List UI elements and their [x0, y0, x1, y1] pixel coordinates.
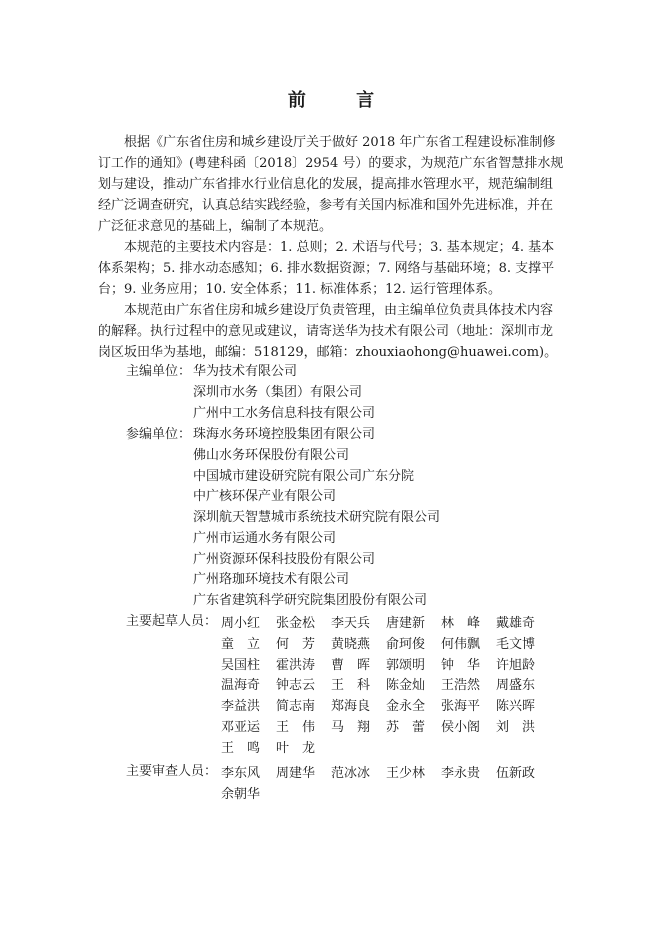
drafters-list: [221, 612, 551, 758]
participating-unit: 广州资源环保科技股份有限公司: [193, 552, 376, 567]
drafter-name: 俞珂俊: [386, 636, 426, 652]
participating-unit: 广州市运通水务有限公司: [193, 531, 337, 546]
drafter-name: 邓亚运: [221, 719, 261, 735]
participating-unit: 珠海水务环境控股集团有限公司: [193, 427, 376, 442]
drafter-name: 周盛东: [496, 678, 536, 694]
drafter-name: 郭颂明: [386, 657, 426, 673]
participating-unit: 深圳航天智慧城市系统技术研究院有限公司: [193, 510, 441, 525]
drafter-name: 许旭龄: [496, 657, 536, 673]
drafter-name: 周小红: [221, 616, 261, 631]
reviewer-name: 李永贵: [441, 766, 481, 781]
drafter-name: 侯小阁: [441, 719, 481, 735]
drafter-name: 简志南: [276, 699, 316, 715]
drafter-name: 何 芳: [276, 636, 316, 652]
drafter-name: 王 伟: [276, 719, 316, 735]
drafter-name: 张海平: [441, 699, 481, 715]
drafter-name: 王浩然: [441, 678, 481, 694]
reviewers-label: 主要审查人员：: [126, 764, 218, 779]
reviewer-name: 周建华: [276, 766, 316, 781]
drafter-name: 王 科: [331, 678, 371, 694]
drafter-name: 郑海良: [331, 699, 371, 715]
participating-unit: 广东省建筑科学研究院集团股份有限公司: [193, 593, 428, 608]
drafter-name: 马 翔: [331, 719, 371, 735]
drafter-name: 林 峰: [441, 616, 481, 631]
paragraph-contents: 本规范的主要技术内容是：1. 总则；2. 术语与代号；3. 基本规定；4. 基本体系架构；5. 排水动态感知；6. 排水数据资源；7. 网络与基础环境；8. 支撑平台；9. 业务应用；10. 安全体系；11. 标准体系；12. 运行管理体系。: [98, 240, 555, 297]
reviewer-name: 余朝华: [221, 786, 261, 802]
drafter-name: 陈兴晖: [496, 699, 536, 715]
participating-unit: 广州珞珈环境技术有限公司: [193, 572, 350, 587]
reviewer-name: 李东风: [221, 766, 261, 781]
participating-unit: 佛山水务环保股份有限公司: [193, 448, 350, 463]
drafter-name: 叶 龙: [276, 740, 316, 756]
drafter-name: 何伟飘: [441, 636, 481, 652]
participating-unit: 中国城市建设研究院有限公司广东分院: [193, 469, 415, 484]
drafter-name: 钟 华: [441, 657, 481, 673]
drafter-name: 戴雄奇: [496, 616, 536, 631]
drafters-label: 主要起草人员：: [126, 614, 218, 629]
reviewer-name: 王少林: [386, 766, 426, 781]
drafter-name: 李天兵: [331, 616, 371, 631]
drafter-name: 钟志云: [276, 678, 316, 694]
drafter-name: 童 立: [221, 636, 261, 652]
paragraph-management: 本规范由广东省住房和城乡建设厅负责管理，由主编单位负责具体技术内容的解释。执行过程中的意见或建议，请寄送华为技术有限公司（地址：深圳市龙岗区坂田华为基地，邮编：518129，邮箱：zhouxiaohong@huawei.com)。: [98, 303, 558, 360]
drafter-name: 金永全: [386, 699, 426, 715]
drafter-name: 温海奇: [221, 678, 261, 694]
paragraph-background: 根据《广东省住房和城乡建设厅关于做好 2018 年广东省工程建设标准制修订工作的通知》(粤建科函〔2018〕2954 号）的要求，为规范广东省智慧排水规划与建设，推动广东省排水行业信息化的发展，提高排水管理水平，规范编制组经广泛调查研究，认真总结实践经验，参考有关国内标准和国外先进标准，并在广泛征求意见的基础上，编制了本规范。: [98, 135, 564, 234]
reviewers-list: [221, 762, 551, 804]
drafter-name: 陈金灿: [386, 678, 426, 694]
reviewer-name: 伍新政: [496, 766, 536, 781]
participating-units-label: 参编单位：: [126, 427, 192, 442]
drafter-name: 李益洪: [221, 699, 261, 715]
chief-unit: 深圳市水务（集团）有限公司: [193, 385, 363, 400]
chief-unit: 华为技术有限公司: [193, 364, 298, 379]
drafter-name: 曹 晖: [331, 657, 371, 673]
drafter-name: 王 鸣: [221, 740, 261, 756]
reviewer-name: 范冰冰: [331, 766, 371, 781]
drafter-name: 张金松: [276, 616, 316, 631]
drafter-name: 苏 蕾: [386, 719, 426, 735]
participating-unit: 中广核环保产业有限公司: [193, 489, 337, 504]
drafter-name: 唐建新: [386, 616, 426, 631]
chief-unit: 广州中工水务信息科技有限公司: [193, 406, 376, 421]
page-title: 前 言: [287, 90, 397, 111]
drafter-name: 黄晓燕: [331, 636, 371, 652]
chief-units-label: 主编单位：: [126, 364, 192, 379]
drafter-name: 吴国柱: [221, 657, 261, 673]
drafter-name: 刘 洪: [496, 719, 536, 735]
drafter-name: 霍洪涛: [276, 657, 316, 673]
drafter-name: 毛文博: [496, 636, 536, 652]
